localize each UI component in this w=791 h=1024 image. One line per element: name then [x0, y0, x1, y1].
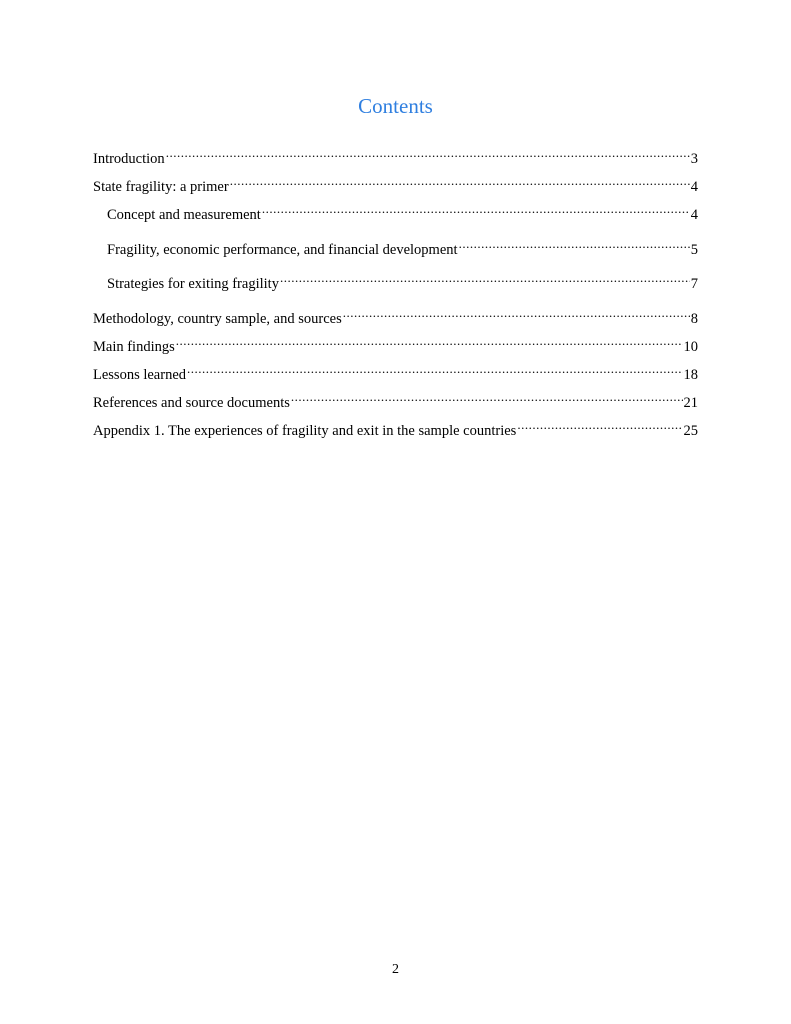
toc-entry-label: Concept and measurement — [107, 207, 261, 223]
toc-entry-page: 4 — [690, 179, 698, 195]
toc-entry-label: Strategies for exiting fragility — [107, 276, 279, 292]
toc-entry-page: 7 — [690, 276, 698, 292]
toc-entry-main-findings[interactable] — [93, 333, 698, 356]
toc-entry-fragility-economic[interactable] — [107, 236, 698, 259]
toc-entry-lessons-learned[interactable] — [93, 361, 698, 384]
toc-entry-page: 18 — [683, 367, 698, 383]
toc-entry-introduction[interactable] — [93, 145, 698, 168]
toc-entry-page: 25 — [683, 423, 698, 439]
dot-leader — [176, 333, 683, 351]
toc-entry-label: Introduction — [93, 151, 165, 167]
toc-entry-concept-measurement[interactable] — [107, 201, 698, 224]
dot-leader — [291, 389, 683, 407]
toc-entry-page: 4 — [690, 207, 698, 223]
dot-leader — [166, 145, 690, 163]
toc-entry-label: Appendix 1. The experiences of fragility and exit in the sample countries — [93, 423, 517, 439]
dot-leader — [343, 305, 690, 323]
page-number: 2 — [392, 962, 399, 977]
toc-entry-label: Lessons learned — [93, 367, 187, 383]
dot-leader — [459, 236, 690, 254]
dot-leader — [187, 361, 682, 379]
toc-entry-methodology[interactable] — [93, 305, 698, 328]
toc-entry-label: Fragility, economic performance, and financial development — [107, 242, 458, 258]
toc-entry-page: 8 — [690, 311, 698, 327]
toc-entry-page: 21 — [683, 395, 698, 411]
toc-entry-state-fragility[interactable] — [93, 173, 698, 196]
dot-leader — [280, 270, 690, 288]
toc-entry-strategies[interactable] — [107, 270, 698, 293]
toc-entry-page: 10 — [683, 339, 698, 355]
toc-entry-page: 3 — [690, 151, 698, 167]
toc-entry-references[interactable] — [93, 389, 698, 412]
dot-leader — [517, 417, 682, 435]
dot-leader — [262, 201, 690, 219]
toc-entry-page: 5 — [690, 242, 698, 258]
toc-entry-label: References and source documents — [93, 395, 290, 411]
toc-entry-label: Methodology, country sample, and sources — [93, 311, 342, 327]
toc-entry-appendix-1[interactable] — [93, 417, 698, 440]
page-title: Contents — [358, 94, 433, 118]
toc-entry-label: State fragility: a primer — [93, 179, 229, 195]
dot-leader — [230, 173, 690, 191]
toc-entry-label: Main findings — [93, 339, 175, 355]
